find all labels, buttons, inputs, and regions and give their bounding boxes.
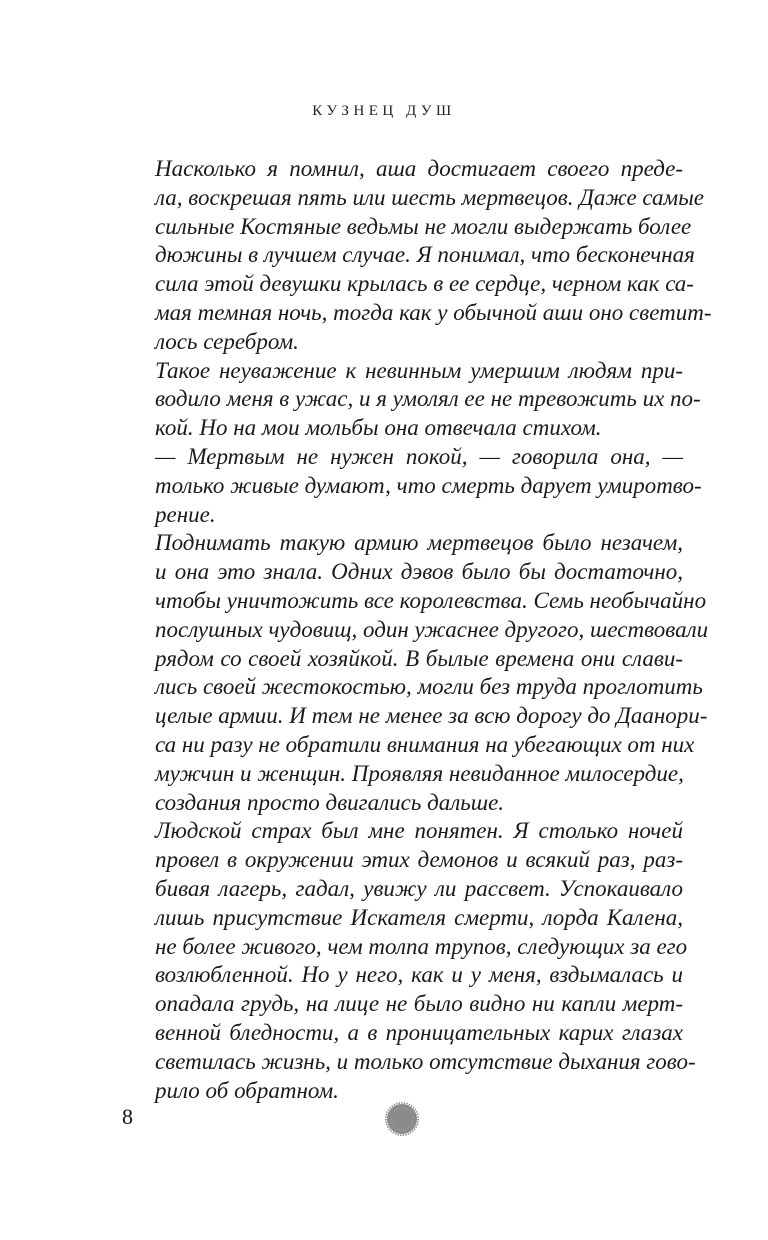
- text-line: лишь присутствие Искателя смерти, лорда Калена,: [155, 904, 683, 930]
- running-header: КУЗНЕЦ ДУШ: [312, 103, 456, 119]
- text-line: чтобы уничтожить все королевства. Семь необычайно: [155, 587, 707, 613]
- text-line: Поднимать такую армию мертвецов было незачем,: [155, 530, 683, 556]
- text-line: возлюбленной. Но у него, как и у меня, вздымалась и: [155, 962, 683, 988]
- text-line: са ни разу не обратили внимания на убегающих от них: [155, 731, 695, 757]
- text-line: сильные Костяные ведьмы не могли выдержать более: [155, 213, 692, 239]
- text-line: лось серебром.: [155, 328, 299, 354]
- text-line: Насколько я помнил, аша достигает своего преде-: [155, 156, 683, 181]
- text-line: только живые думают, что смерть дарует умиротво-: [155, 472, 702, 498]
- body-text: [123, 155, 712, 1105]
- text-line: рение.: [155, 501, 216, 527]
- text-line: — Мертвым не нужен покой, — говорила она, —: [155, 443, 683, 469]
- text-line: бивая лагерь, гадал, увижу ли рассвет. Успокаивало: [155, 875, 683, 901]
- text-line: водило меня в ужас, и я умолял ее не тревожить их по-: [155, 386, 701, 412]
- paragraph-1: [123, 155, 712, 357]
- text-line: Людской страх был мне понятен. Я столько ночей: [155, 818, 683, 844]
- text-line: не более живого, чем толпа трупов, следующих за его: [155, 933, 688, 959]
- text-line: кой. Но на мои мольбы она отвечала стихом.: [155, 415, 602, 441]
- text-line: Такое неуважение к невинным умершим людям при-: [155, 357, 683, 383]
- paragraph-5: [123, 817, 696, 1105]
- seal-ornament-icon: [385, 1102, 419, 1136]
- text-line: целые армии. И тем не менее за всю дорогу до Даанори-: [155, 703, 708, 729]
- text-line: опадала грудь, на лице не было видно ни капли мерт-: [155, 991, 683, 1017]
- text-line: и она это знала. Одних дэвов было бы достаточно,: [155, 559, 683, 585]
- text-line: светилась жизнь, и только отсутствие дыхания гово-: [155, 1048, 696, 1074]
- text-line: рядом со своей хозяйкой. В былые времена они слави-: [155, 645, 683, 671]
- seal-disc: [387, 1104, 417, 1134]
- text-line: рило об обратном.: [155, 1077, 339, 1103]
- text-line: провел в окружении этих демонов и всякий раз, раз-: [155, 847, 683, 873]
- text-line: мужчин и женщин. Проявляя невиданное милосердие,: [155, 760, 684, 786]
- text-line: дюжины в лучшем случае. Я понимал, что бесконечная: [155, 242, 695, 268]
- text-line: венной бледности, а в проницательных карих глазах: [155, 1019, 683, 1045]
- paragraph-3: [123, 443, 702, 529]
- paragraph-2: [123, 357, 701, 443]
- text-line: мая темная ночь, тогда как у обычной аши оно светит-: [155, 299, 712, 325]
- paragraph-4: [123, 529, 709, 817]
- text-line: ла, воскрешая пять или шесть мертвецов. Даже самые: [155, 184, 704, 210]
- text-line: сила этой девушки крылась в ее сердце, черном как са-: [155, 271, 694, 297]
- text-line: послушных чудовищ, один ужаснее другого, шествовали: [155, 616, 709, 642]
- text-line: создания просто двигались дальше.: [155, 789, 505, 815]
- page-number: 8: [122, 1104, 133, 1129]
- text-line: лись своей жестокостью, могли без труда проглотить: [155, 674, 703, 700]
